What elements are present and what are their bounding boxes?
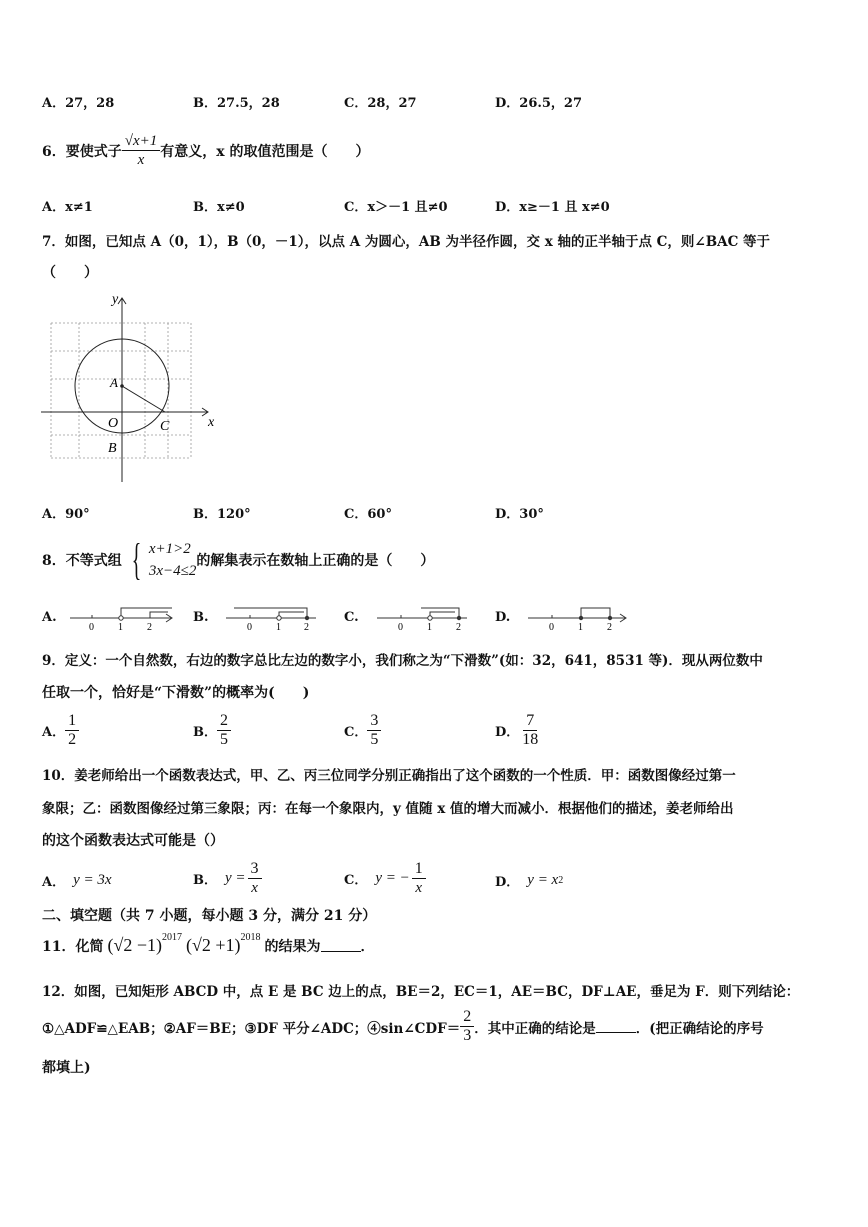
q11-base2: (√2 +1) — [186, 935, 241, 955]
q6-frac-den: x — [137, 152, 145, 168]
q8-number-line-a — [68, 602, 178, 632]
q11-end: ． — [360, 938, 375, 955]
q12-answer-blank — [596, 1020, 636, 1033]
q9-line2: 任取一个，恰好是“下滑数”的概率为( ) — [42, 685, 310, 701]
q10-line1: 10．姜老师给出一个函数表达式，甲、乙、丙三位同学分别正确指出了这个函数的一个性质．甲：函数图像经过第一 — [42, 768, 736, 784]
q10-option-c — [344, 860, 426, 897]
q10-option-c-frac — [412, 860, 426, 897]
q9-option-a-frac — [65, 712, 79, 749]
q10-option-d-letter: D． — [495, 875, 520, 890]
q7-line1: 7．如图，已知点 A（0，1），B（0，－1），以点 A 为圆心，AB 为半径作圆，交 x 轴的正半轴于点 C，则∠BAC 等于 — [42, 234, 771, 250]
q9-line1: 9．定义：一个自然数，右边的数字总比左边的数字小，我们称之为“下滑数”(如：32，641，8531 等)．现从两位数中 — [42, 653, 763, 669]
q6-text-before: 6．要使式子 — [42, 143, 122, 160]
q8-ineq-2: 3x−4≤2 — [148, 563, 197, 579]
q7-line2: （ ） — [42, 265, 98, 281]
q7-option-a: A．90° — [42, 507, 90, 522]
label-y: y — [112, 292, 119, 307]
q8-text-after: 的解集表示在数轴上正确的是（ ） — [196, 553, 435, 569]
q9-option-c-letter: C． — [344, 725, 368, 740]
q10-option-d — [495, 871, 563, 890]
q8-number-line-b — [224, 602, 324, 632]
q9-option-d — [495, 712, 541, 749]
q12-fraction — [460, 1008, 474, 1045]
q6-option-c: C．x＞－1 且≠0 — [344, 200, 448, 215]
q9-option-d-frac — [519, 712, 541, 749]
label-x: x — [208, 415, 215, 430]
q8-system — [149, 538, 197, 582]
tick-label-0: 0 — [89, 622, 94, 632]
q9-option-a-den: 2 — [68, 731, 77, 748]
q9-option-c-frac — [367, 712, 381, 749]
q5-option-c: C．28，27 — [344, 96, 417, 111]
label-c: C — [160, 419, 170, 434]
q9-option-b-den: 5 — [220, 731, 228, 748]
q8-option-a-label: A. — [42, 610, 57, 625]
q12-line2-before: ①△ADF≌△EAB；②AF＝BE；③DF 平分∠ADC；④sin∠CDF＝ — [42, 1020, 461, 1037]
q8-stem — [42, 535, 435, 584]
q5-option-d: D．26.5，27 — [495, 96, 583, 111]
q6-option-d: D．x≥－1 且 x≠0 — [495, 200, 610, 215]
tick-label-0: 0 — [247, 622, 252, 632]
q10-option-d-expr: y = x — [527, 872, 559, 888]
tick-label-1: 1 — [118, 622, 123, 632]
q10-option-d-sup: 2 — [558, 875, 564, 886]
q8-option-d-label: D. — [495, 610, 511, 625]
q7-option-b: B．120° — [193, 507, 251, 522]
q11-prefix: 11．化简 — [42, 938, 104, 955]
q5-option-a: A．27，28 — [42, 96, 115, 111]
q11-exp1: 2017 — [162, 932, 183, 943]
q8-number-line-d — [526, 602, 636, 632]
q9-option-c-num: 3 — [367, 712, 381, 731]
grid — [51, 323, 191, 458]
q12-frac-den: 3 — [463, 1027, 472, 1044]
q12-frac-num: 2 — [460, 1008, 474, 1027]
q12-line3: 都填上) — [42, 1060, 91, 1076]
q12-line2-end: ．(把正确结论的序号 — [635, 1020, 764, 1037]
q9-option-c — [344, 712, 381, 749]
q12-line2 — [42, 1008, 764, 1045]
segment-ac — [122, 386, 165, 412]
q10-option-b-pre: y = — [225, 870, 246, 886]
q8-text-before: 8．不等式组 — [42, 553, 122, 569]
q12-line1: 12．如图，已知矩形 ABCD 中，点 E 是 BC 边上的点，BE＝2，EC＝1，AE＝BC，DF⊥AE，垂足为 F．则下列结论： — [42, 984, 800, 1000]
q10-option-a — [42, 871, 112, 890]
q5-option-b: B．27.5，28 — [193, 96, 280, 111]
q11-exp2: 2018 — [240, 932, 261, 943]
q10-option-b-den: x — [251, 880, 258, 896]
tick-label-1: 1 — [427, 622, 432, 632]
tick-label-0: 0 — [398, 622, 403, 632]
q11-base1: (√2 −1) — [107, 935, 163, 955]
q6-stem — [42, 132, 370, 169]
q10-option-b-num: 3 — [248, 860, 262, 879]
section-2-title: 二、填空题（共 7 小题，每小题 3 分，满分 21 分） — [42, 908, 377, 924]
label-o: O — [108, 416, 119, 431]
q10-option-c-letter: C． — [344, 873, 368, 888]
q9-option-a-letter: A． — [42, 725, 66, 740]
q9-option-b-frac — [217, 712, 231, 749]
q10-line3: 的这个函数表达式可能是（） — [42, 833, 224, 849]
q10-option-a-expr: y = 3x — [73, 872, 112, 888]
q12-line2-after: ．其中正确的结论是 — [474, 1020, 596, 1037]
q9-option-b-letter: B． — [193, 725, 217, 740]
tick-label-2: 2 — [147, 622, 152, 632]
q11-suffix: 的结果为 — [264, 938, 321, 955]
q9-option-a-num: 1 — [65, 712, 79, 731]
tick-label-1: 1 — [276, 622, 281, 632]
label-b: B — [108, 441, 117, 456]
q10-option-c-den: x — [415, 880, 423, 896]
q6-fraction — [122, 132, 161, 169]
q8-number-line-c — [375, 602, 475, 632]
q8-ineq-1: x+1>2 — [148, 541, 191, 557]
tick-label-1: 1 — [578, 622, 583, 632]
q10-option-b-frac — [248, 860, 262, 897]
q10-option-c-pre: y = − — [375, 870, 410, 886]
q10-option-c-num: 1 — [412, 860, 426, 879]
q6-option-b: B．x≠0 — [193, 200, 245, 215]
q8-option-c-label: C. — [344, 610, 359, 625]
point-a — [120, 384, 124, 388]
q6-frac-num: √x+1 — [122, 132, 161, 151]
q11-answer-blank — [321, 939, 361, 952]
q10-option-b-letter: B． — [193, 873, 217, 888]
label-a: A — [110, 375, 118, 390]
q10-option-b — [193, 860, 262, 897]
q7-option-c: C．60° — [344, 507, 392, 522]
q9-option-b — [193, 712, 231, 749]
tick-label-2: 2 — [304, 622, 309, 632]
q9-option-b-num: 2 — [217, 712, 231, 731]
q9-option-d-letter: D． — [495, 725, 520, 740]
q8-brace: { — [131, 535, 142, 584]
q6-text-after: 有意义，x 的取值范围是（ ） — [160, 143, 370, 160]
q10-option-a-letter: A． — [42, 875, 66, 890]
q11-stem — [42, 932, 375, 956]
q7-figure — [36, 290, 226, 490]
q6-option-a: A．x≠1 — [42, 200, 93, 215]
q7-option-d: D．30° — [495, 507, 544, 522]
q9-option-d-den: 18 — [522, 731, 539, 748]
tick-label-2: 2 — [456, 622, 461, 632]
q9-option-c-den: 5 — [370, 731, 379, 748]
q8-option-b-label: B. — [193, 610, 209, 625]
q9-option-a — [42, 712, 79, 749]
q10-line2: 象限；乙：函数图像经过第三象限；丙：在每一个象限内，y 值随 x 值的增大而减小．根据他们的描述，姜老师给出 — [42, 801, 734, 817]
q9-option-d-num: 7 — [523, 712, 537, 731]
tick-label-2: 2 — [607, 622, 612, 632]
tick-label-0: 0 — [549, 622, 554, 632]
